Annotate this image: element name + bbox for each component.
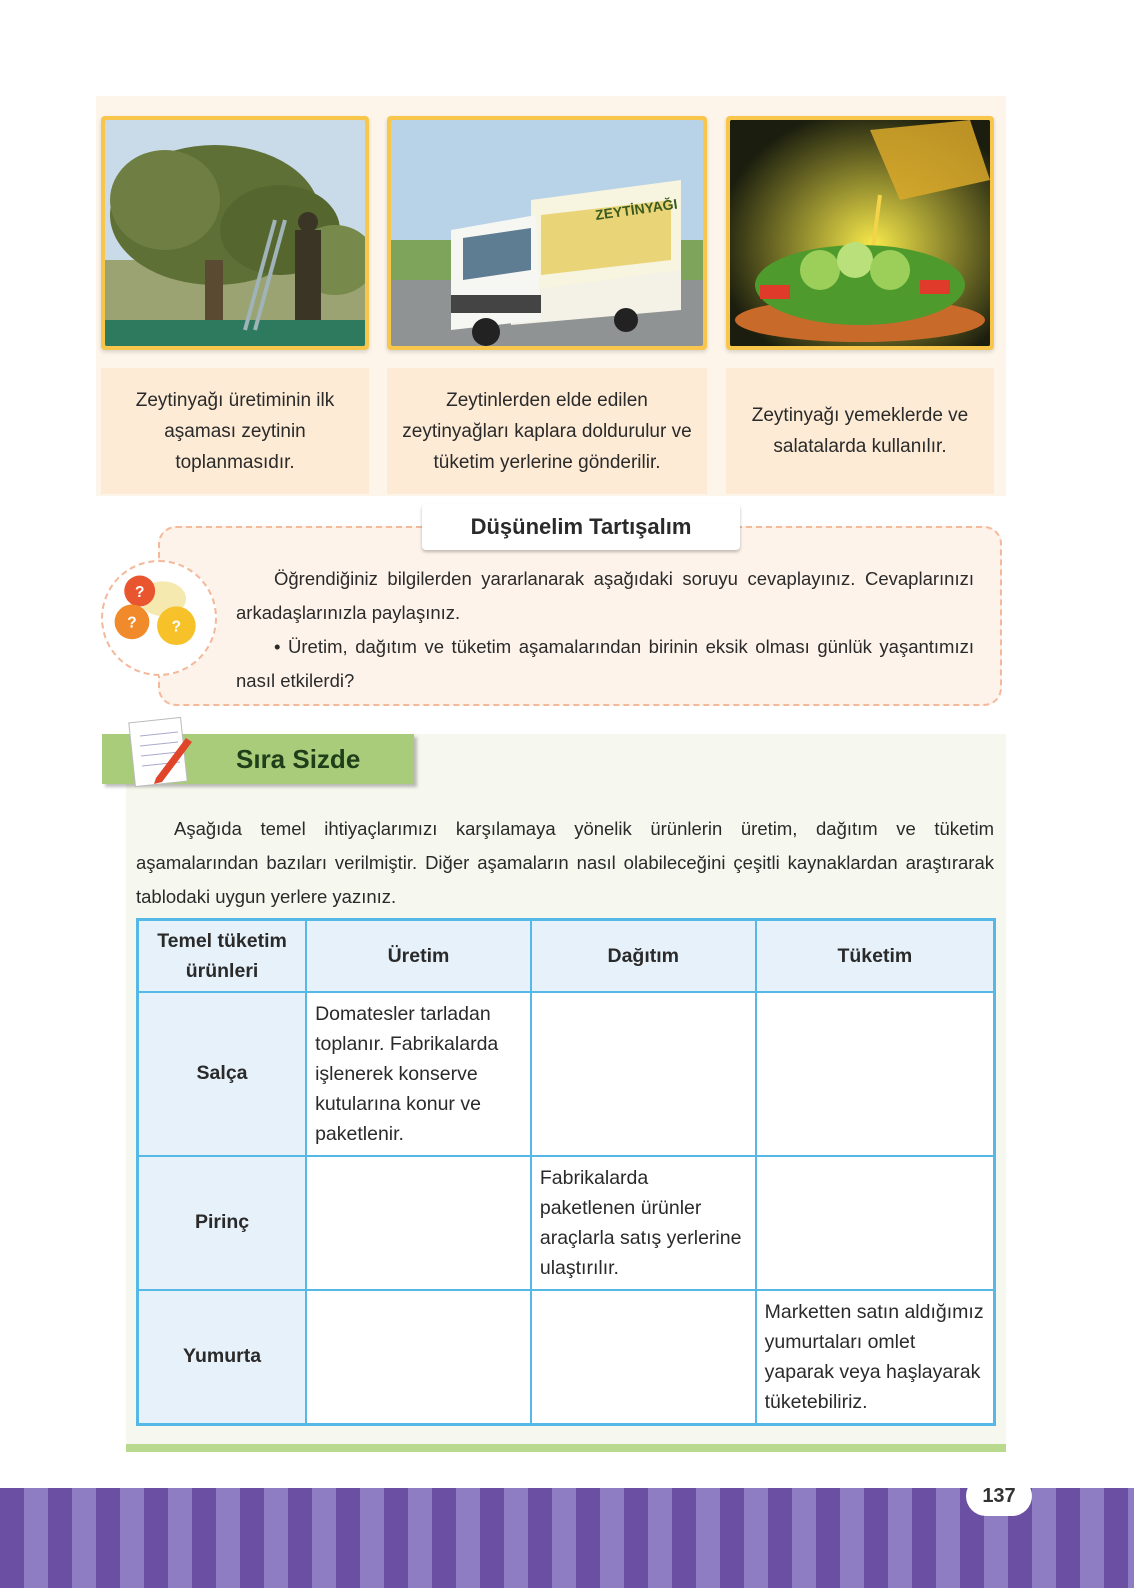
caption-text-1: Zeytinyağı üretiminin ilk aşaması zeytinin toplanmasıdır. <box>135 389 335 473</box>
discussion-text <box>236 562 974 698</box>
notepad-pencil-icon <box>126 712 196 790</box>
photo-caption-3 <box>726 368 994 494</box>
truck-label: ZEYTİNYAĞI <box>594 195 679 223</box>
product-cell: Pirinç <box>138 1156 307 1290</box>
caption-text-3: Zeytinyağı yemeklerde ve salatalarda kullanılır. <box>751 405 969 457</box>
production-cell[interactable] <box>306 1156 531 1290</box>
discussion-icon-frame <box>101 560 217 676</box>
distribution-cell: Fabrikalarda paketlenen ürünler araçlarla satış yerlerine ulaştırılır. <box>531 1156 756 1290</box>
consumption-table <box>136 918 996 1426</box>
table-row <box>138 1156 995 1290</box>
activity-instructions <box>136 812 994 914</box>
product-cell: Salça <box>138 992 307 1156</box>
photo-caption-1 <box>101 368 369 494</box>
salad-oil-photo <box>726 116 994 350</box>
product-cell: Yumurta <box>138 1290 307 1425</box>
activity-title: Sıra Sizde <box>236 744 361 774</box>
photo-caption-2 <box>387 368 707 494</box>
table-header-row <box>138 920 995 992</box>
truck-photo <box>387 116 707 350</box>
discussion-paragraph-1: Öğrendiğiniz bilgilerden yararlanarak aşağıdaki soruyu cevaplayınız. Cevaplarınızı arkadaşlarınızla paylaşınız. <box>236 568 974 623</box>
activity-instructions-text: Aşağıda temel ihtiyaçlarımızı karşılamaya yönelik ürünlerin üretim, dağıtım ve tüketim aşamalarından bazıları verilmiştir. Diğer aşamaların nasıl olabileceğini çeşitli kaynaklardan araştırarak tablodaki uygun yerlere yazınız. <box>136 818 994 907</box>
page-number: 137 <box>966 1476 1032 1516</box>
table-row <box>138 1290 995 1425</box>
consumption-cell[interactable] <box>756 992 995 1156</box>
production-cell[interactable] <box>306 1290 531 1425</box>
caption-text-2: Zeytinlerden elde edilen zeytinyağları kaplara doldurulur ve tüketim yerlerine gönderilir. <box>402 389 692 473</box>
header-production: Üretim <box>306 920 531 992</box>
distribution-cell[interactable] <box>531 992 756 1156</box>
discussion-paragraph-2: • Üretim, dağıtım ve tüketim aşamalarından birinin eksik olması günlük yaşantımızı nasıl etkilerdi? <box>236 636 974 691</box>
footer-stripes <box>0 1488 1134 1588</box>
section-bottom-rule <box>126 1444 1006 1452</box>
distribution-cell[interactable] <box>531 1290 756 1425</box>
speech-bubbles-icon <box>103 562 215 674</box>
header-products: Temel tüketim ürünleri <box>138 920 307 992</box>
table-row <box>138 992 995 1156</box>
svg-text:?: ? <box>171 618 182 636</box>
consumption-cell: Marketten satın aldığımız yumurtaları omlet yaparak veya haşlayarak tüketebiliriz. <box>756 1290 995 1425</box>
consumption-cell[interactable] <box>756 1156 995 1290</box>
discussion-title: Düşünelim Tartışalım <box>422 504 740 550</box>
production-cell: Domatesler tarladan toplanır. Fabrikalarda işlenerek konserve kutularına konur ve paketlenir. <box>306 992 531 1156</box>
header-consumption: Tüketim <box>756 920 995 992</box>
header-distribution: Dağıtım <box>531 920 756 992</box>
svg-text:?: ? <box>134 583 145 601</box>
svg-text:?: ? <box>127 614 137 632</box>
olive-harvest-photo <box>101 116 369 350</box>
